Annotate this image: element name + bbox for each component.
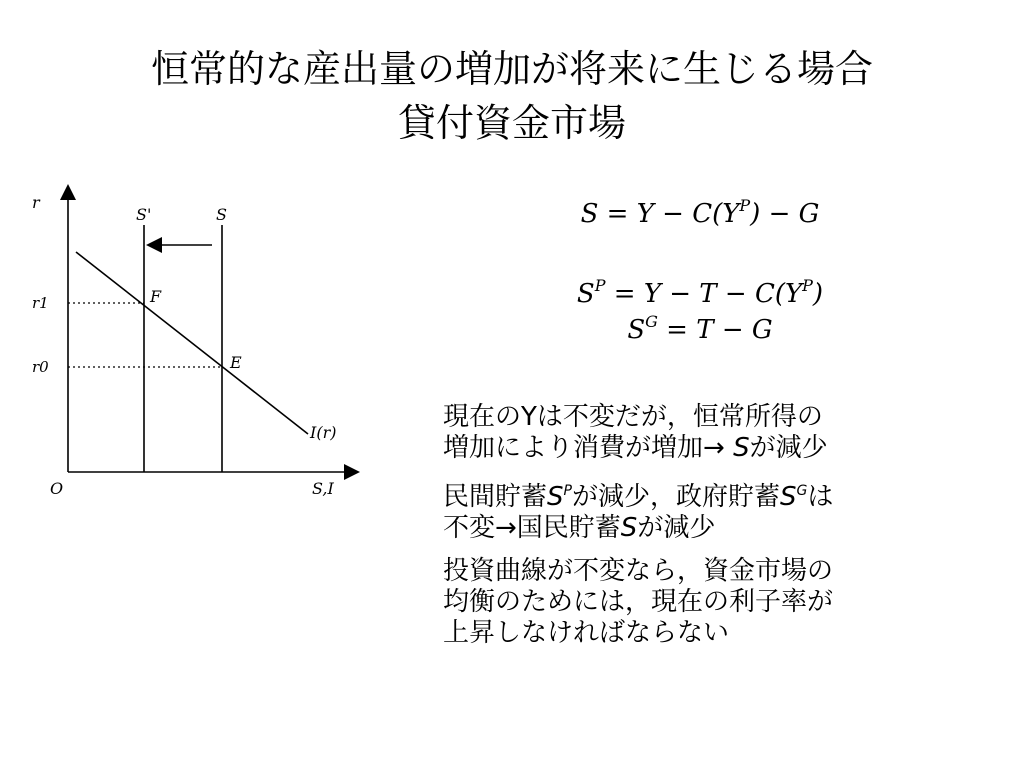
y-axis-label: r: [32, 193, 40, 212]
loanable-funds-diagram: [20, 180, 360, 500]
equation-government-saving: $S^G = T - G$: [627, 312, 773, 345]
slide-title: [0, 42, 1024, 150]
r0-label: r0: [32, 358, 49, 376]
equations: [480, 188, 920, 345]
title-line-2: 貸付資金市場: [397, 101, 626, 145]
origin-label: O: [50, 479, 64, 498]
i-curve-label: I(r): [310, 423, 337, 442]
s-prime-label: S': [136, 205, 152, 224]
title-line-1: 恒常的な産出量の増加が将来に生じる場合: [150, 47, 873, 91]
investment-curve: [76, 252, 308, 434]
equation-national-saving: $S = Y - C(Y^P) - G$: [580, 196, 820, 229]
equation-private-saving: $S^P = Y - T - C(Y^P)$: [576, 276, 824, 309]
bullet-saving: 民間貯蓄$S^P$が減少，政府貯蓄$S^G$は 不変→国民貯蓄Sが減少: [443, 482, 834, 543]
point-f-label: F: [150, 287, 162, 306]
explanation-text: [443, 402, 1003, 661]
x-axis-label: S,I: [312, 479, 334, 498]
point-e-label: E: [230, 353, 242, 372]
bullet-interest-rate: 投資曲線が不変なら，資金市場の 均衡のためには，現在の利子率が 上昇しなければならない: [443, 556, 834, 648]
r1-label: r1: [32, 294, 49, 312]
bullet-consumption: 現在のYは不変だが，恒常所得の 増加により消費が増加→ Sが減少: [443, 402, 828, 463]
s-label: S: [216, 205, 227, 224]
